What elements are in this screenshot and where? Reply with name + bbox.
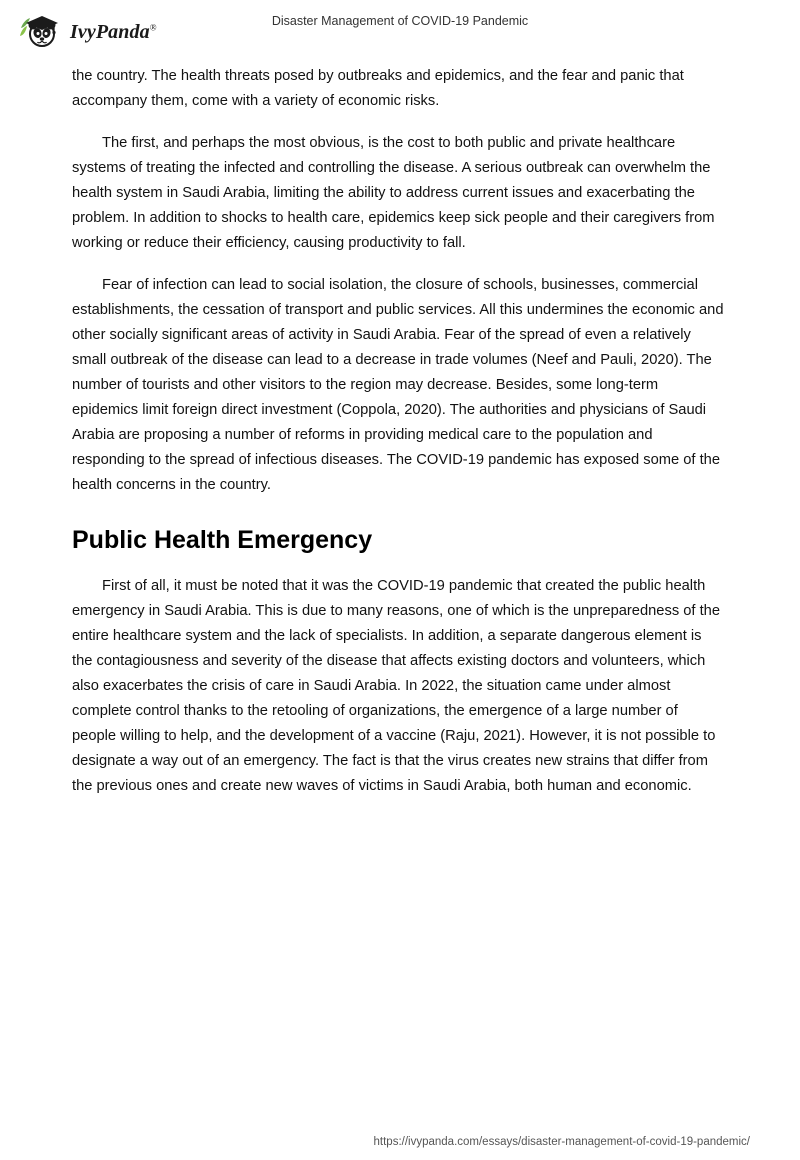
paragraph-continuation: the country. The health threats posed by outbreaks and epidemics, and the fear and panic that accompany them, come with a variety of economic risks. <box>72 68 684 109</box>
source-url[interactable]: https://ivypanda.com/essays/disaster-management-of-covid-19-pandemic/ <box>373 1136 750 1148</box>
page-footer <box>0 1136 800 1148</box>
brand-name-text: IvyPanda <box>70 20 150 43</box>
document-title: Disaster Management of COVID-19 Pandemic <box>271 14 529 28</box>
paragraph: The first, and perhaps the most obvious, is the cost to both public and private healthcare systems of treating the infected and controlling the disease. A serious outbreak can overwhelm the health system in Saudi Arabia, limiting the ability to address current issues and exacerbating the problem. In addition to shocks to health care, epidemics keep sick people and their caregivers from working or reduce their efficiency, causing productivity to fall. <box>72 135 715 251</box>
document-content <box>72 64 724 816</box>
registered-mark: ® <box>149 21 157 32</box>
section-heading: Public Health Emergency <box>72 526 373 554</box>
page-header <box>0 0 800 62</box>
paragraph: First of all, it must be noted that it was the COVID-19 pandemic that created the public health emergency in Saudi Arabia. This is due to many reasons, one of which is the unpreparedness of the entire healthcare system and the lack of specialists. In addition, a separate dangerous element is the contagiousness and severity of the disease that affects existing doctors and volunteers, which also exacerbates the crisis of care in Saudi Arabia. In 2022, the situation came under almost complete control thanks to the retooling of organizations, the emergence of a large number of people willing to help, and the development of a vaccine (Raju, 2021). However, it is not possible to designate a way out of an emergency. The fact is that the virus creates new strains that differ from the previous ones and create new waves of victims in Saudi Arabia, both human and economic. <box>72 578 720 794</box>
paragraph: Fear of infection can lead to social isolation, the closure of schools, businesses, commercial establishments, the cessation of transport and public services. All this undermines the economic and other socially significant areas of activity in Saudi Arabia. Fear of the spread of even a relatively small outbreak of the disease can lead to a decrease in trade volumes (Neef and Pauli, 2020). The number of tourists and other visitors to the region may decrease. Besides, some long-term epidemics limit foreign direct investment (Coppola, 2020). The authorities and physicians of Saudi Arabia are proposing a number of reforms in providing medical care to the population and responding to the spread of infectious diseases. The COVID-19 pandemic has exposed some of the health concerns in the country. <box>72 277 724 493</box>
